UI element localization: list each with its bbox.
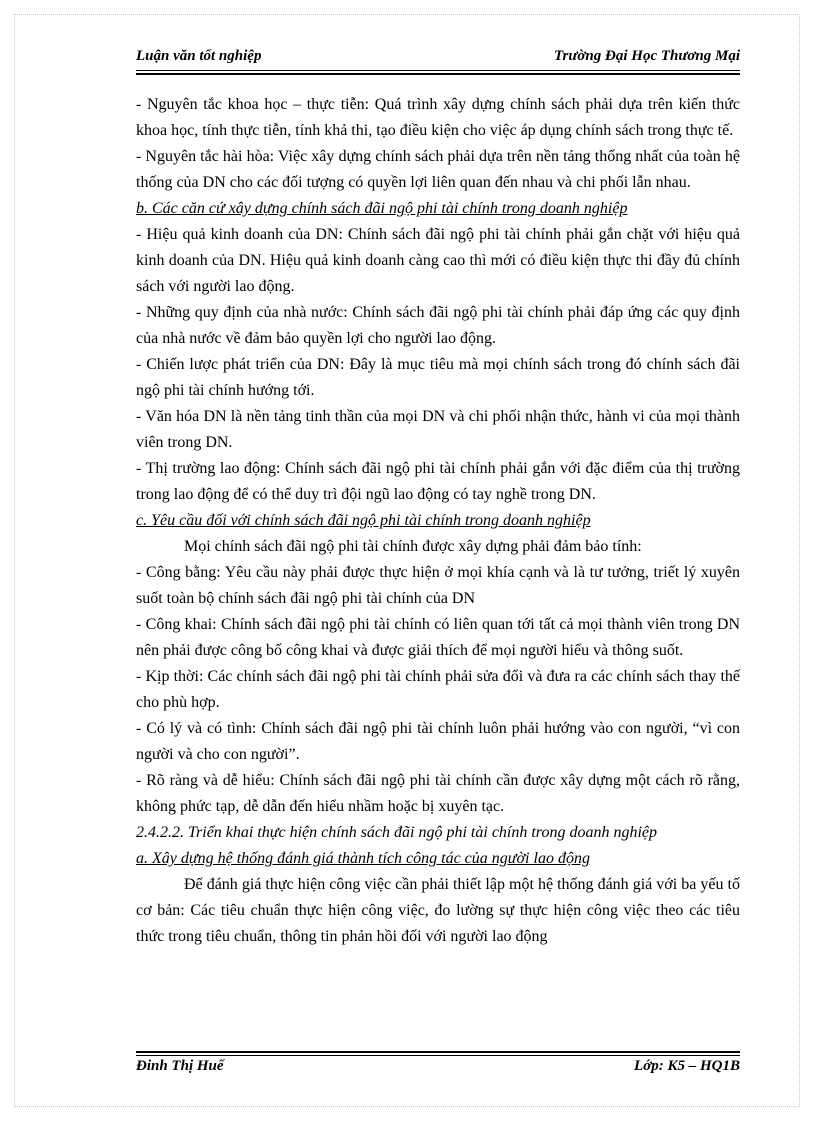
- section-heading: c. Yêu cầu đối với chính sách đãi ngộ phi tài chính trong doanh nghiệp: [136, 512, 591, 529]
- paragraph: - Kịp thời: Các chính sách đãi ngộ phi tài chính phải sửa đổi và đưa ra các chính sách thay thế cho phù hợp.: [136, 668, 740, 711]
- page-header: [136, 48, 740, 72]
- paragraph: - Công khai: Chính sách đãi ngộ phi tài chính có liên quan tới tất cả mọi thành viên trong DN nên phải được công bố công khai và được giải thích để mọi người hiểu và thông suốt.: [136, 616, 740, 659]
- paragraph: - Hiệu quả kinh doanh của DN: Chính sách đãi ngộ phi tài chính phải gắn chặt với hiệu quả kinh doanh của DN. Hiệu quả kinh doanh càng cao thì mới có điều kiện thực thi đầy đủ chính sách với người lao động.: [136, 226, 740, 295]
- paragraph: - Rõ ràng và dễ hiểu: Chính sách đãi ngộ phi tài chính cần được xây dựng một cách rõ rằng, không phức tạp, dễ dẫn đến hiểu nhầm hoặc bị xuyên tạc.: [136, 772, 740, 815]
- paragraph: - Nguyên tắc khoa học – thực tiễn: Quá trình xây dựng chính sách phải dựa trên kiến thức khoa học, tính thực tiễn, tính khả thi, tạo điều kiện cho việc áp dụng chính sách trong thực tế.: [136, 96, 740, 139]
- section-heading: b. Các căn cứ xây dựng chính sách đãi ngộ phi tài chính trong doanh nghiệp: [136, 200, 628, 217]
- paragraph: - Công bằng: Yêu cầu này phải được thực hiện ở mọi khía cạnh và là tư tưởng, triết lý xuyên suốt toàn bộ chính sách đãi ngộ phi tài chính của DN: [136, 564, 740, 607]
- paragraph: Để đánh giá thực hiện công việc cần phải thiết lập một hệ thống đánh giá với ba yếu tố cơ bản: Các tiêu chuẩn thực hiện công việc, đo lường sự thực hiện công việc theo các tiêu thức trong tiêu chuẩn, thông tin phản hồi đối với người lao động: [136, 876, 740, 945]
- paragraph: - Chiến lược phát triển của DN: Đây là mục tiêu mà mọi chính sách trong đó chính sách đãi ngộ phi tài chính hướng tới.: [136, 356, 740, 399]
- section-heading: a. Xây dựng hệ thống đánh giá thành tích công tác của người lao động: [136, 850, 590, 867]
- header-left-title: Luận văn tốt nghiệp: [136, 48, 262, 64]
- paragraph: - Thị trường lao động: Chính sách đãi ngộ phi tài chính phải gắn với đặc điểm của thị trường trong lao động để có thể duy trì đội ngũ lao động có tay nghề trong DN.: [136, 460, 740, 503]
- footer-author: Đinh Thị Huế: [136, 1058, 224, 1074]
- header-rule: [136, 70, 740, 75]
- header-right-title: Trường Đại Học Thương Mại: [553, 48, 740, 64]
- subsection-heading: 2.4.2.2. Triển khai thực hiện chính sách đãi ngộ phi tài chính trong doanh nghiệp: [136, 824, 657, 841]
- footer-rule: [136, 1051, 740, 1056]
- paragraph: - Nguyên tắc hài hòa: Việc xây dựng chính sách phải dựa trên nền tảng thống nhất của toàn hệ thống của DN cho các đối tượng có quyền lợi liên quan đến nhau và chi phối lẫn nhau.: [136, 148, 740, 191]
- paragraph: Mọi chính sách đãi ngộ phi tài chính được xây dựng phải đảm bảo tính:: [184, 538, 642, 555]
- paragraph: - Những quy định của nhà nước: Chính sách đãi ngộ phi tài chính phải đáp ứng các quy định của nhà nước về đảm bảo quyền lợi cho người lao động.: [136, 304, 740, 347]
- page-footer: [136, 1058, 740, 1082]
- paragraph: - Có lý và có tình: Chính sách đãi ngộ phi tài chính luôn phải hướng vào con người, “vì con người và cho con người”.: [136, 720, 740, 763]
- paragraph: - Văn hóa DN là nền tảng tinh thần của mọi DN và chi phối nhận thức, hành vi của mọi thành viên trong DN.: [136, 408, 740, 451]
- footer-class: Lớp: K5 – HQ1B: [634, 1058, 740, 1074]
- document-body: [136, 92, 740, 950]
